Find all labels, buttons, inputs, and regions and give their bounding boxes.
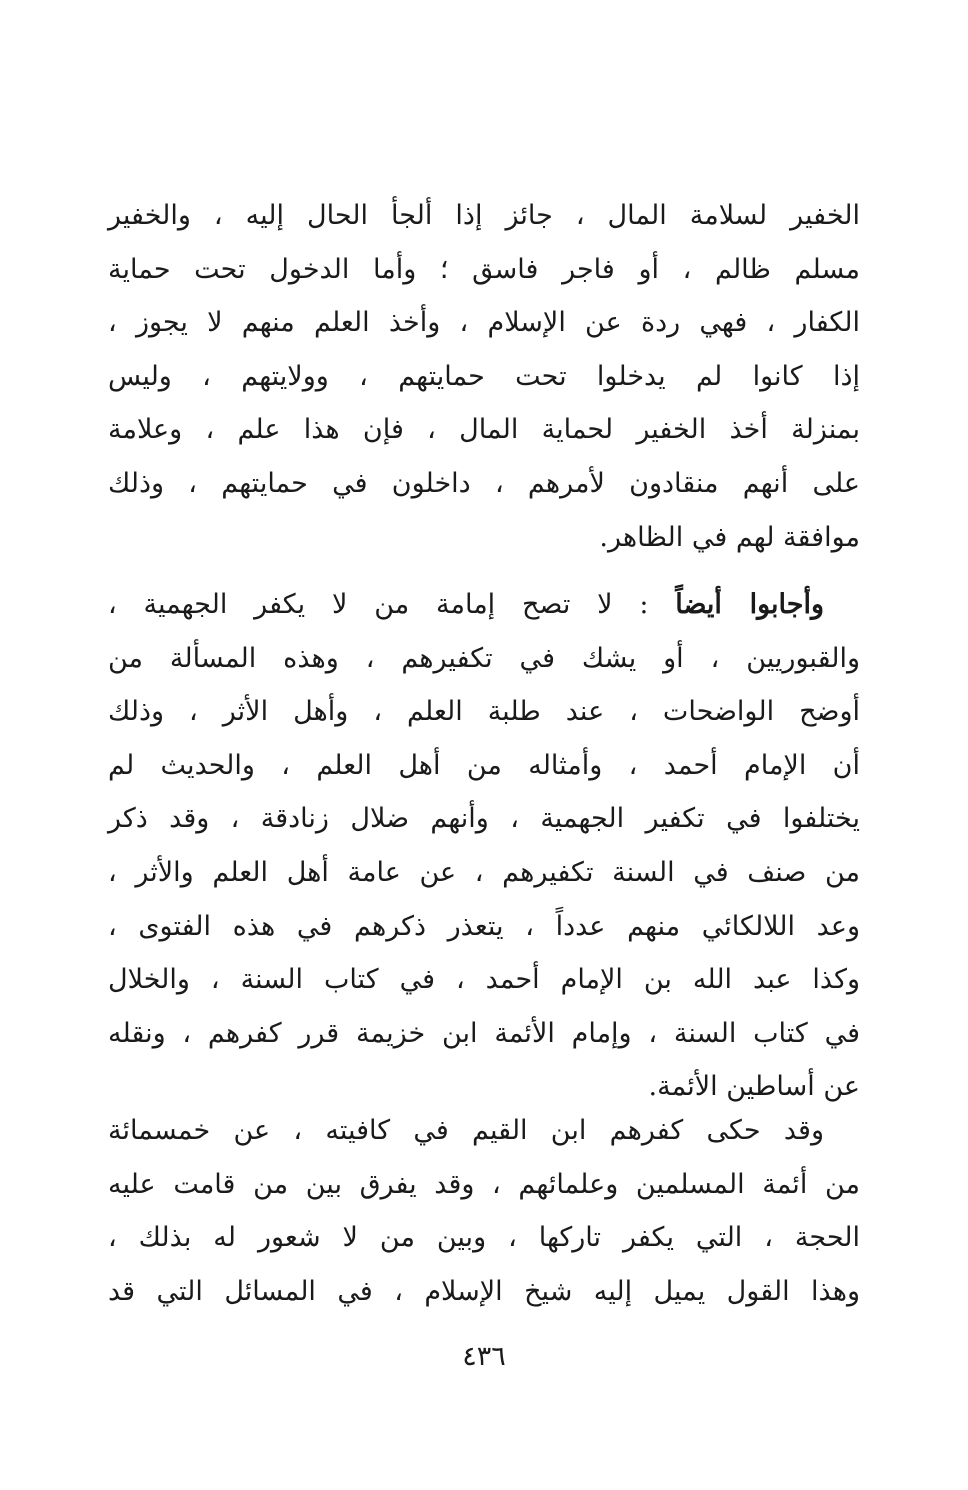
text-line-with-lead: [108, 578, 860, 632]
page-number: ٤٣٦: [462, 1341, 506, 1372]
text-line: من صنف في السنة تكفيرهم ، عن عامة أهل العلم والأثر ،: [108, 856, 860, 888]
text-line: عن أساطين الأئمة.: [648, 1071, 860, 1103]
text-line: بمنزلة أخذ الخفير لحماية المال ، فإن هذا علم ، وعلامة: [108, 414, 860, 446]
text-line: في كتاب السنة ، وإمام الأئمة ابن خزيمة قرر كفرهم ، ونقله: [108, 1017, 860, 1049]
text-line: الكفار ، فهي ردة عن الإسلام ، وأخذ العلم منهم لا يجوز ،: [108, 307, 860, 339]
text-line: وهذا القول يميل إليه شيخ الإسلام ، في المسائل التي قد: [108, 1275, 860, 1307]
text-line: وقد حكى كفرهم ابن القيم في كافيته ، عن خمسمائة: [108, 1115, 824, 1146]
text-line: موافقة لهم في الظاهر.: [599, 521, 860, 553]
text-line: من أئمة المسلمين وعلمائهم ، وقد يفرق بين من قامت عليه: [108, 1168, 860, 1200]
text-line: وعد اللالكائي منهم عدداً ، يتعذر ذكرهم في هذه الفتوى ،: [108, 910, 860, 942]
text-line: يختلفوا في تكفير الجهمية ، وأنهم ضلال زنادقة ، وقد ذكر: [108, 803, 860, 835]
paragraph-3: [108, 1104, 860, 1318]
text-line: أوضح الواضحات ، عند طلبة العلم ، وأهل الأثر ، وذلك: [108, 696, 860, 728]
paragraph-2: [108, 578, 860, 1114]
text-line: الحجة ، التي يكفر تاركها ، وبين من لا شعور له بذلك ،: [108, 1222, 860, 1254]
text-line: الخفير لسلامة المال ، جائز إذا ألجأ الحال إليه ، والخفير: [108, 200, 860, 231]
text-line: وكذا عبد الله بن الإمام أحمد ، في كتاب السنة ، والخلال: [108, 964, 860, 996]
text-line: على أنهم منقادون لأمرهم ، داخلون في حمايتهم ، وذلك: [108, 467, 860, 499]
paragraph-1: [108, 189, 860, 564]
text-line: والقبوريين ، أو يشك في تكفيرهم ، وهذه المسألة من: [108, 642, 860, 674]
text-line-rest: : لا تصح إمامة من لا يكفر الجهمية ،: [108, 589, 676, 620]
text-line: أن الإمام أحمد ، وأمثاله من أهل العلم ، والحديث لم: [108, 749, 860, 781]
text-line: مسلم ظالم ، أو فاجر فاسق ؛ وأما الدخول تحت حماية: [108, 253, 860, 285]
text-line: إذا كانوا لم يدخلوا تحت حمايتهم ، وولايتهم ، وليس: [108, 360, 860, 392]
bold-lead-phrase: وأجابوا أيضاً: [675, 589, 824, 620]
